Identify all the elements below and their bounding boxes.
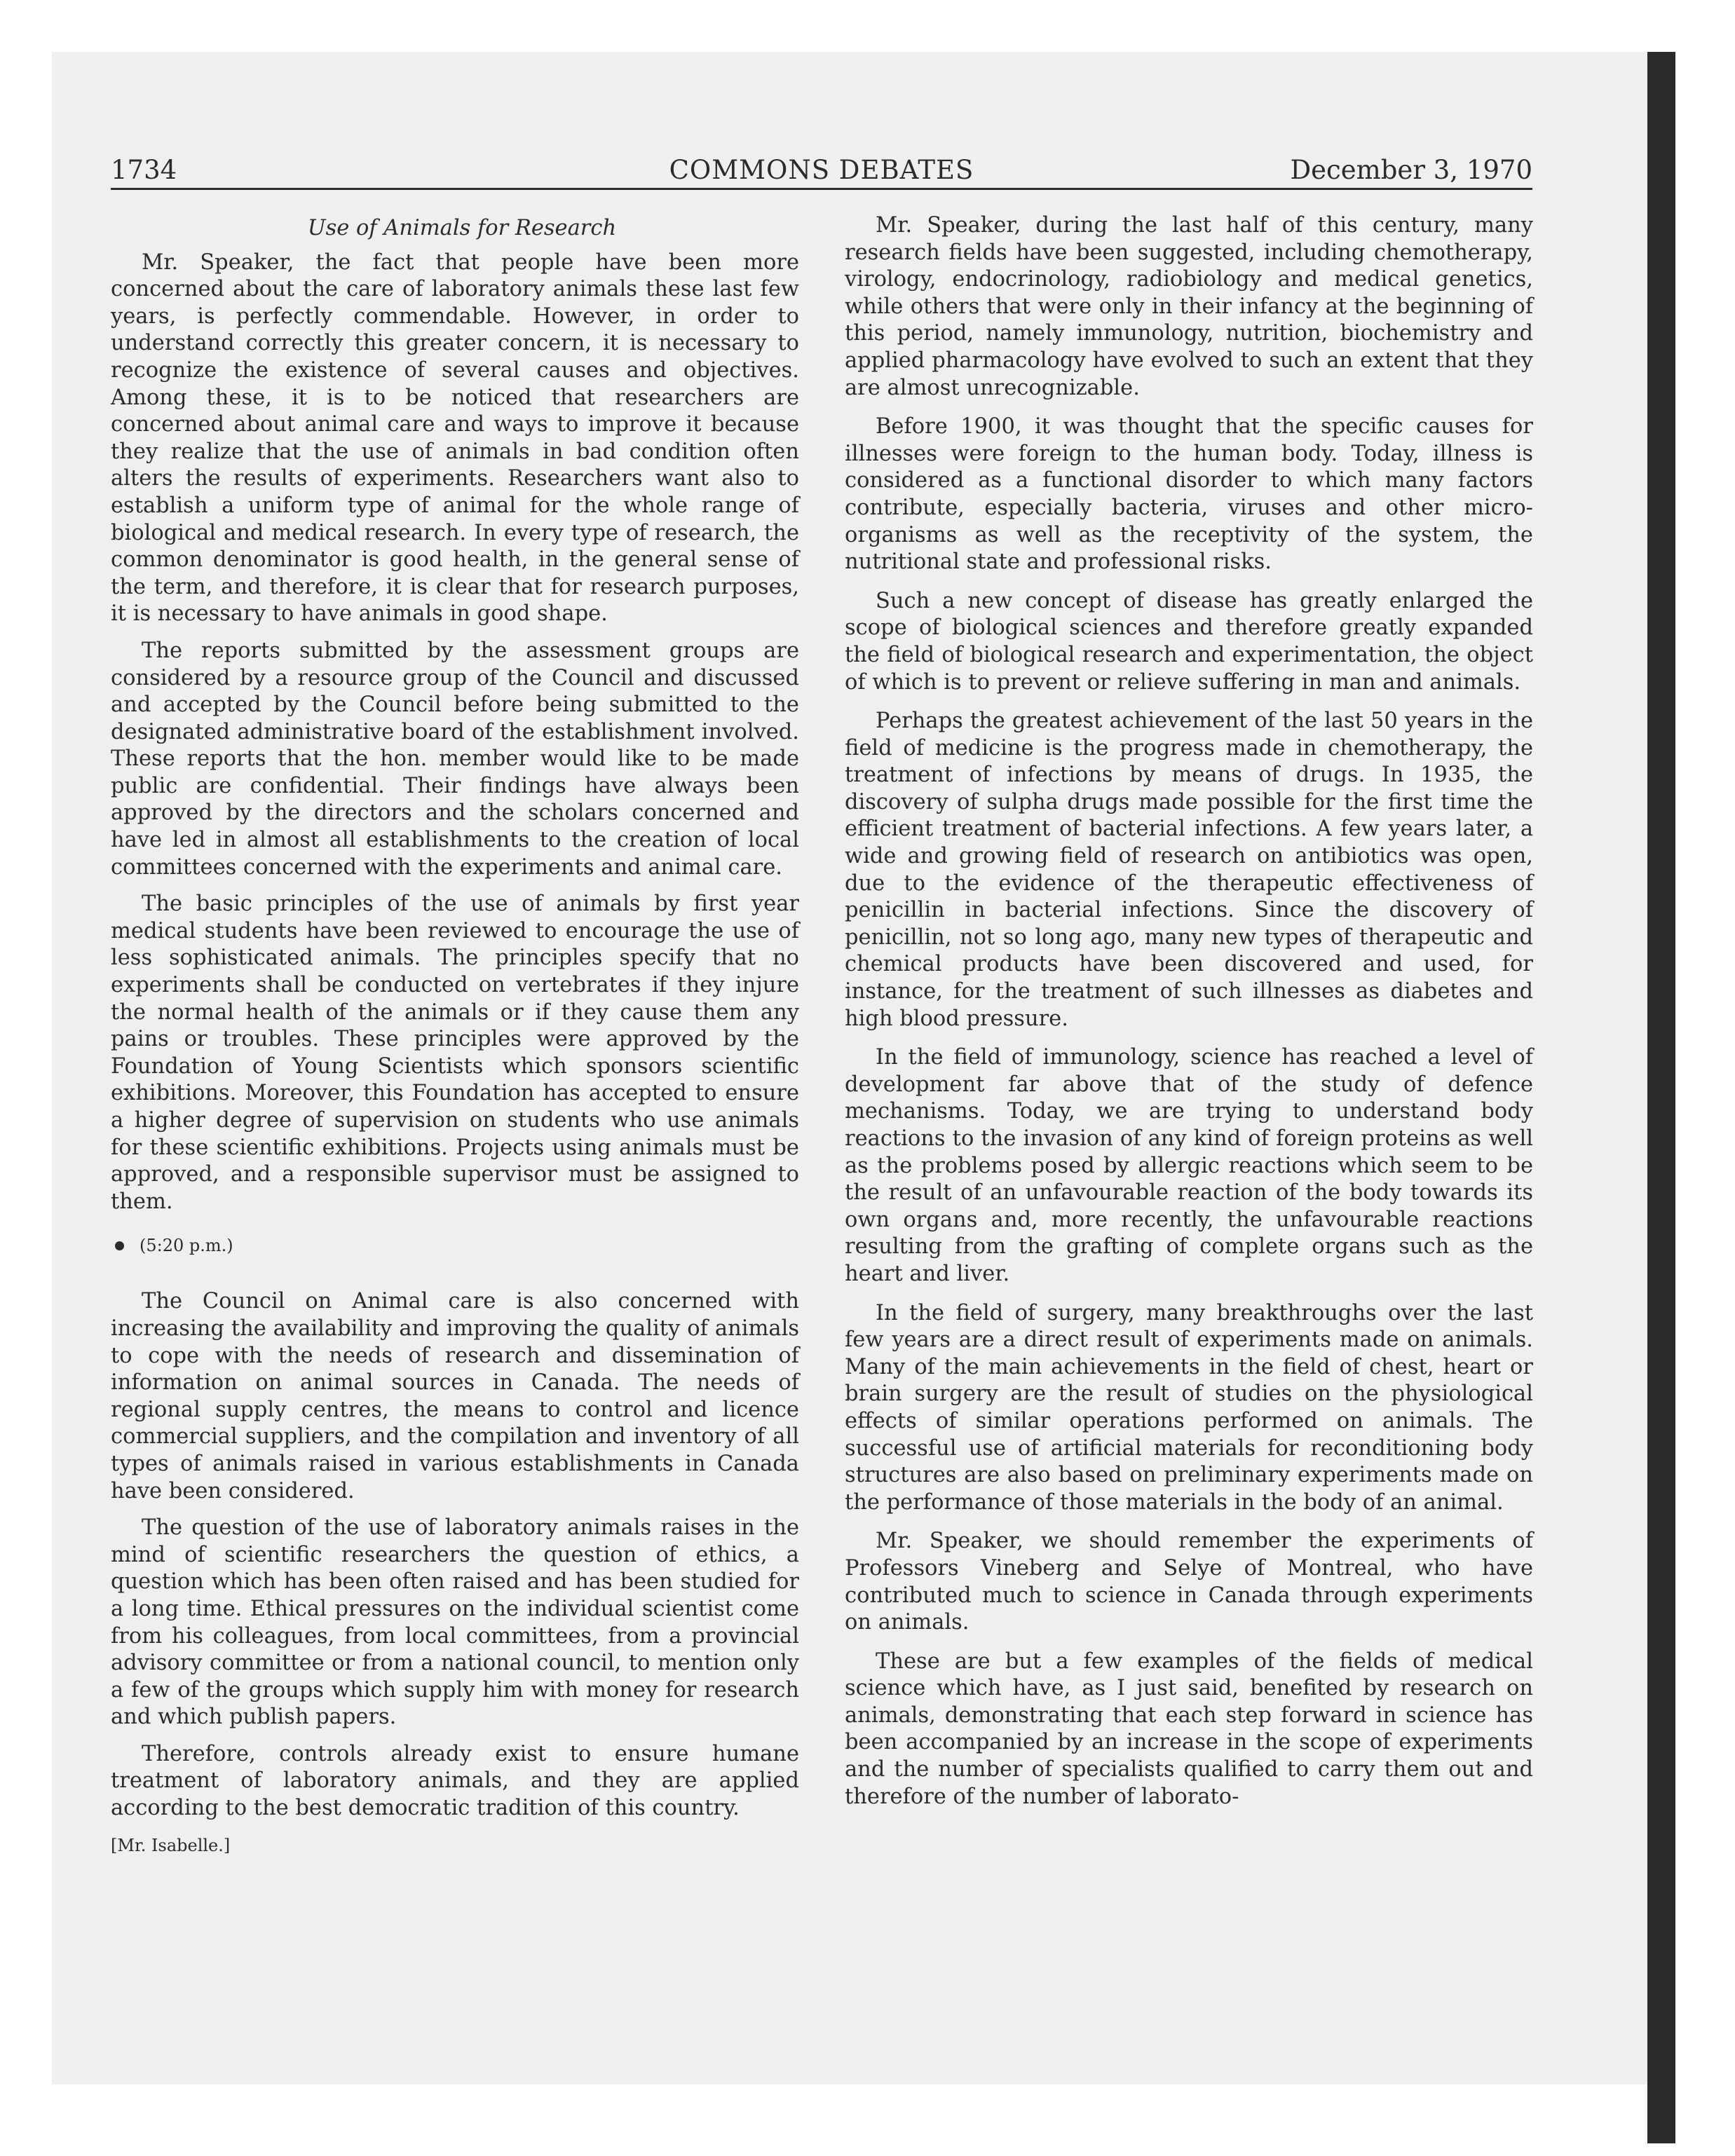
binding-shadow xyxy=(1647,52,1675,2143)
page-header xyxy=(111,153,1532,190)
paragraph: Before 1900, it was thought that the specific causes for illnesses were foreign to the human body. Today, illness is considered as a functional disorder to which many factors contribute, especially bacteria, viruses and other micro-organisms as well as the receptivity of the system, the nutritional state and professional risks. xyxy=(845,414,1533,575)
paragraph: Mr. Speaker, we should remember the experiments of Professors Vineberg and Selye of Montreal, who have contributed much to science in Canada through experiments on animals. xyxy=(845,1529,1533,1635)
paragraph: Therefore, controls already exist to ensure humane treatment of laboratory animals, and they are applied according to the best democratic tradition of this country. xyxy=(111,1741,799,1821)
section-title: Use of Animals for Research xyxy=(307,216,617,240)
publication-date: December 3, 1970 xyxy=(1290,155,1532,185)
bullet-icon xyxy=(115,1241,124,1250)
paragraph: The basic principles of the use of animals by first year medical students have been reviewed to encourage the use of less sophisticated animals. The principles specify that no experiments shall be conducted on vertebrates if they injure the normal health of the animals or if they cause them any pains or troubles. These principles were approved by the Foundation of Young Scientists which sponsors scientific exhibitions. Moreover, this Foundation has accepted to ensure a higher degree of supervision on students who use animals for these scientific exhibitions. Projects using animals must be approved, and a responsible supervisor must be assigned to them. xyxy=(111,892,799,1214)
publication-title: COMMONS DEBATES xyxy=(669,155,974,185)
right-column xyxy=(845,212,1533,1822)
speaker-reference: [Mr. Isabelle.] xyxy=(111,1835,231,1855)
paragraph: Such a new concept of disease has greatly enlarged the scope of biological sciences and therefore greatly expanded the field of biological research and experimentation, the object of which is to prevent or relieve suffering in man and animals. xyxy=(845,588,1533,695)
page-number: 1734 xyxy=(111,155,177,185)
paragraph: The Council on Animal care is also concerned with increasing the availability and improving the quality of animals to cope with the needs of research and dissemination of information on animal sources in Canada. The needs of regional supply centres, the means to control and licence commercial suppliers, and the compilation and inventory of all types of animals raised in various establishments in Canada have been considered. xyxy=(111,1289,799,1503)
paragraph: The reports submitted by the assessment groups are considered by a resource group of the Council and discussed and accepted by the Council before being submitted to the designated administrative board of the establishment involved. These reports that the hon. member would like to be made public are confidential. Their findings have always been approved by the directors and the scholars concerned and have led in almost all establishments to the creation of local committees concerned with the experiments and animal care. xyxy=(111,638,799,880)
paragraph: The question of the use of laboratory animals raises in the mind of scientific researchers the question of ethics, a question which has been often raised and has been studied for a long time. Ethical pressures on the individual scientist come from his colleagues, from local committees, from a provincial advisory committee or from a national council, to mention only a few of the groups which supply him with money for research and which publish papers. xyxy=(111,1515,799,1730)
paragraph: In the field of surgery, many breakthroughs over the last few years are a direct result of experiments made on animals. Many of the main achievements in the field of chest, heart or brain surgery are the result of studies on the physiological effects of similar operations performed on animals. The successful use of artificial materials for reconditioning body structures are also based on preliminary experiments made on the performance of those materials in the body of an animal. xyxy=(845,1300,1533,1515)
paragraph: These are but a few examples of the fields of medical science which have, as I just said, benefited by research on animals, demonstrating that each step forward in science has been accompanied by an increase in the scope of experiments and the number of specialists qualified to carry them out and therefore of the number of laborato- xyxy=(845,1649,1533,1809)
paragraph: In the field of immunology, science has reached a level of development far above that of the study of defence mechanisms. Today, we are trying to understand body reactions to the invasion of any kind of foreign proteins as well as the problems posed by allergic reactions which seem to be the result of an unfavourable reaction of the body towards its own organs and, more recently, the unfavourable reactions resulting from the grafting of complete organs such as the heart and liver. xyxy=(845,1045,1533,1286)
time-marker xyxy=(111,1235,799,1256)
paragraph: Mr. Speaker, during the last half of this century, many research fields have been suggested, including chemotherapy, virology, endocrinology, radiobiology and medical genetics, while others that were only in their infancy at the beginning of this period, namely immunology, nutrition, biochemistry and applied pharmacology have evolved to such an extent that they are almost unrecognizable. xyxy=(845,213,1533,400)
paragraph: Mr. Speaker, the fact that people have been more concerned about the care of laboratory animals these last few years, is perfectly commendable. However, in order to understand correctly this greater concern, it is necessary to recognize the existence of several causes and objectives. Among these, it is to be noticed that researchers are concerned about animal care and ways to improve it because they realize that the use of animals in bad condition often alters the results of experiments. Researchers want also to establish a uniform type of animal for the whole range of biological and medical research. In every type of research, the common denominator is good health, in the general sense of the term, and therefore, it is clear that for research purposes, it is necessary to have animals in good shape. xyxy=(111,250,799,627)
paragraph: Perhaps the greatest achievement of the last 50 years in the field of medicine is the progress made in chemotherapy, the treatment of infections by means of drugs. In 1935, the discovery of sulpha drugs made possible for the first time the efficient treatment of bacterial infections. A few years later, a wide and growing field of research on antibiotics was open, due to the evidence of the therapeutic effectiveness of penicillin in bacterial infections. Since the discovery of penicillin, not so long ago, many new types of therapeutic and chemical products have been discovered and used, for instance, for the treatment of such illnesses as diabetes and high blood pressure. xyxy=(845,709,1533,1031)
left-column xyxy=(111,212,799,1869)
time-marker-text: (5:20 p.m.) xyxy=(140,1236,233,1256)
